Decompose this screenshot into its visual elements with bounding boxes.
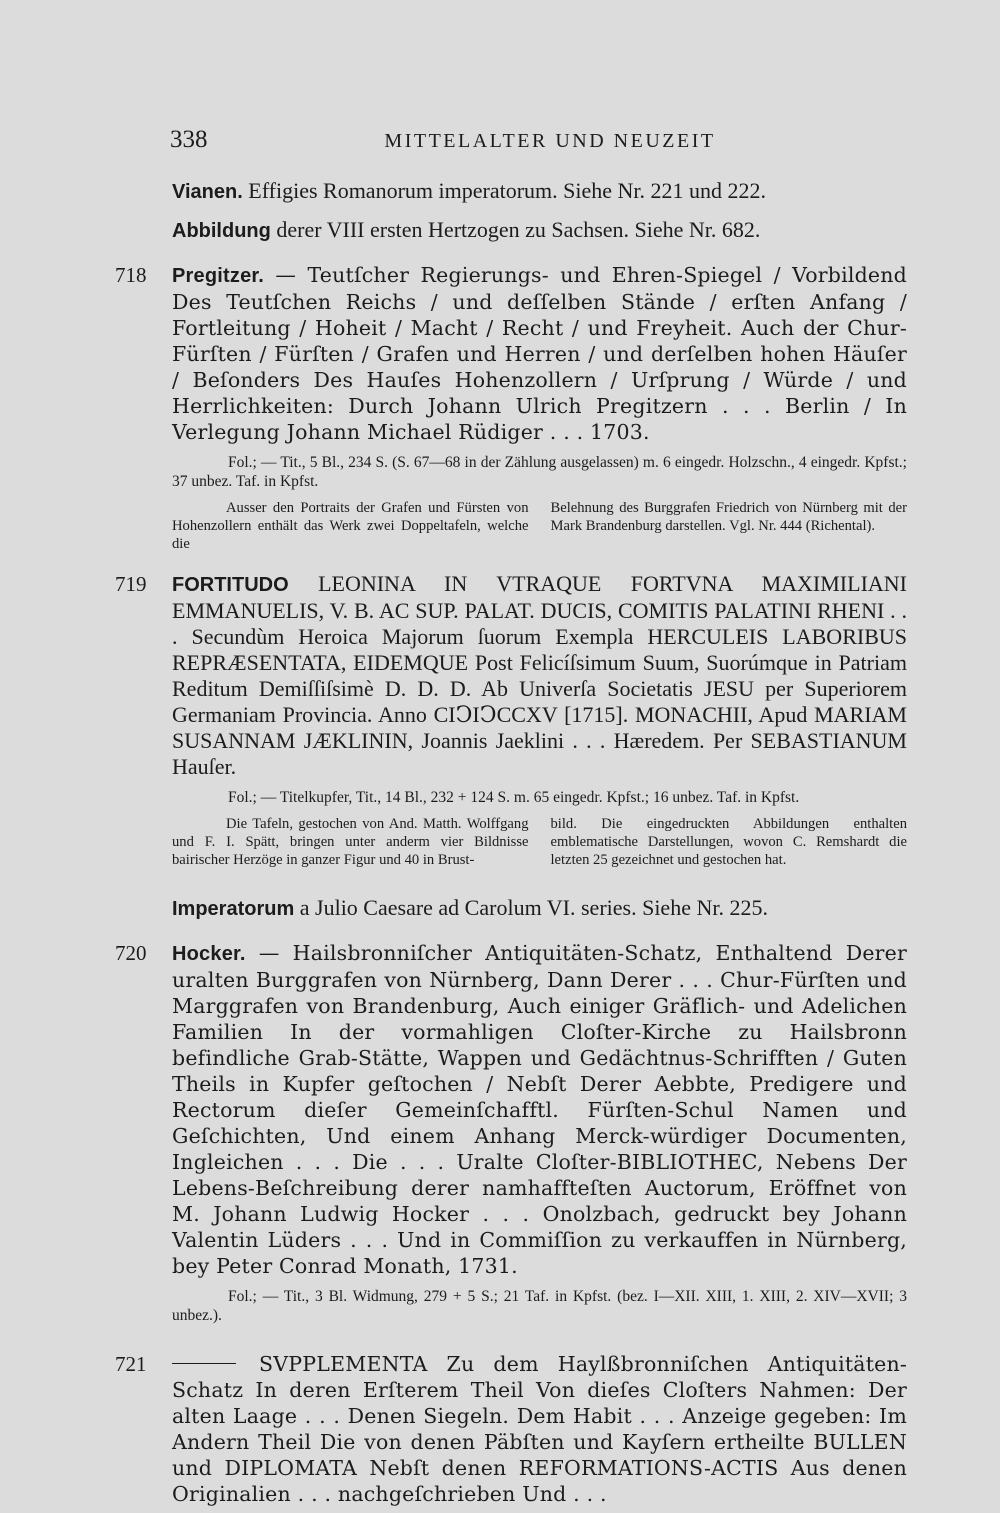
entry-title: — Teutſcher Regierungs- und Ehren-Spiegel / Vorbildend Des Teutſchen Reichs / und deſſelben Stände / erſten Anfang / Fortleitung / Hoheit / Macht / Recht / und Freyheit. Auch der Chur-Fürſten / Fürſten / Grafen und Herren / und derſelben hohen Häuſer / Beſonders Des Hauſes Hohenzollern / Urſprung / Würde / und Herrlichkeiten: Durch Johann Ulrich Pregitzern . . . Berlin / In Verlegung Johann Michael Rüdiger . . . 1703. <box>172 263 907 444</box>
note-left: Ausser den Portraits der Grafen und Fürsten von Hohenzollern enthält das Werk zwei Doppeltafeln, welche die <box>172 500 529 552</box>
entry-title: SVPPLEMENTA Zu dem Haylßbronniſchen Antiquitäten-Schatz In deren Erſterem Theil Von dieſes Cloſters Nahmen: Der alten Laage . . . Denen Siegeln. Dem Habit . . . Anzeige gegeben: Im Andern Theil Die von denen Päbſten und Kayſern ertheilte BULLEN und DIPLOMATA Nebſt denen REFORMATIONS-ACTIS Aus denen Originalien . . . nachgeſchrieben Und . . . <box>172 1352 907 1506</box>
entry-text: a Julio Caesare ad Carolum VI. series. Siehe Nr. 225. <box>299 895 768 920</box>
entry-vianen <box>172 178 907 205</box>
entry-718 <box>115 262 907 553</box>
entry-author: FORTITUDO <box>172 574 289 596</box>
entry-notes <box>172 815 907 869</box>
running-title: MITTELALTER UND NEUZEIT <box>384 130 716 152</box>
catalog-entries <box>115 178 907 1507</box>
entry-720 <box>115 940 907 1325</box>
entry-collation: Fol.; — Tit., 5 Bl., 234 S. (S. 67—68 in der Zählung ausgelassen) m. 6 eingedr. Holzschn., 4 eingedr. Kpfst.; 37 unbez. Taf. in Kpfst. <box>172 454 907 490</box>
entry-imperatorum <box>172 895 907 922</box>
entry-notes <box>172 499 907 553</box>
entry-abbildung <box>172 217 907 244</box>
entry-title: LEONINA IN VTRAQUE FORTVNA MAXIMILIANI EMMANUELIS, V. B. AC SUP. PALAT. DUCIS, COMITIS PALATINI RHENI . . . Secundùm Heroica Majorum ſuorum Exempla HERCULEIS LABORIBUS REPRÆSENTATA, EIDEMQUE Post Felicíſsimum Suum, Suorúmque in Patriam Reditum Demiſſiſsimè D. D. D. Ab Univerſa Societatis JESU per Superiorem Germaniam Provincia. Anno CIↃIↃCCXV [1715]. MONACHII, Apud MARIAM SUSANNAM JÆKLININ, Joannis Jaeklini . . . Hæredem. Per SEBASTIANUM Hauſer. <box>172 571 907 779</box>
note-right: Belehnung des Burggrafen Friedrich von Nürnberg mit der Mark Brandenburg darstellen. Vgl. Nr. 444 (Richental). <box>550 500 907 534</box>
entry-number: 720 <box>115 941 147 965</box>
page-number: 338 <box>170 126 208 153</box>
entry-author: Imperatorum <box>172 898 295 920</box>
entry-title: — Hailsbronniſcher Antiquitäten-Schatz, Enthaltend Derer uralten Burggrafen von Nürnberg, Dann Derer . . . Chur-Fürſten und Marggrafen von Brandenburg, Auch einiger Gräflich- und Adelichen Familien In der vormahligen Cloſter-Kirche zu Hailsbronn befindliche Grab-Stätte, Wappen und Gedächtnus-Schrifften / Guten Theils in Kupfer geſtochen / Nebſt Derer Aebbte, Predigere und Rectorum dieſer Gemeinſchafftl. Fürſten-Schul Namen und Geſchichten, Und einem Anhang Merck-würdiger Documenten, Ingleichen . . . Die . . . Uralte Cloſter-BIBLIOTHEC, Nebens Der Lebens-Beſchreibung derer namhaffteſten Auctorum, Eröffnet von M. Johann Ludwig Hocker . . . Onolzbach, gedruckt bey Johann Valentin Lüders . . . Und in Commiſſion zu verkauffen in Nürnberg, bey Peter Conrad Monath, 1731. <box>172 941 907 1278</box>
entry-number: 719 <box>115 572 147 596</box>
entry-author: Vianen. <box>172 181 243 203</box>
entry-author: Abbildung <box>172 220 271 242</box>
entry-number: 718 <box>115 263 147 287</box>
entry-collation: Fol.; — Tit., 3 Bl. Widmung, 279 + 5 S.; 21 Taf. in Kpfst. (bez. I—XII. XIII, 1. XIII, 2. XIV—XVII; 3 unbez.). <box>172 1288 907 1324</box>
entry-author: Pregitzer. <box>172 265 265 287</box>
entry-author: Hocker. <box>172 943 246 965</box>
entry-text: Effigies Romanorum imperatorum. Siehe Nr. 221 und 222. <box>248 178 767 203</box>
entry-721 <box>115 1351 907 1507</box>
entry-number: 721 <box>115 1352 147 1376</box>
note-right: bild. Die eingedruckten Abbildungen enthalten emblematische Darstellungen, wovon C. Remshardt die letzten 25 gezeichnet und gestochen hat. <box>550 816 907 868</box>
entry-collation: Fol.; — Titelkupfer, Tit., 14 Bl., 232 + 124 S. m. 65 eingedr. Kpfst.; 16 unbez. Taf. in Kpfst. <box>228 789 800 806</box>
page-header <box>170 126 900 156</box>
ditto-dash <box>172 1363 236 1364</box>
entry-text: derer VIII ersten Hertzogen zu Sachsen. Siehe Nr. 682. <box>276 217 761 242</box>
entry-719 <box>115 571 907 869</box>
note-left: Die Tafeln, gestochen von And. Matth. Wolffgang und F. I. Spätt, bringen unter anderm vier Bildnisse bairischer Herzöge in ganzer Figur und 40 in Brust- <box>172 816 529 868</box>
